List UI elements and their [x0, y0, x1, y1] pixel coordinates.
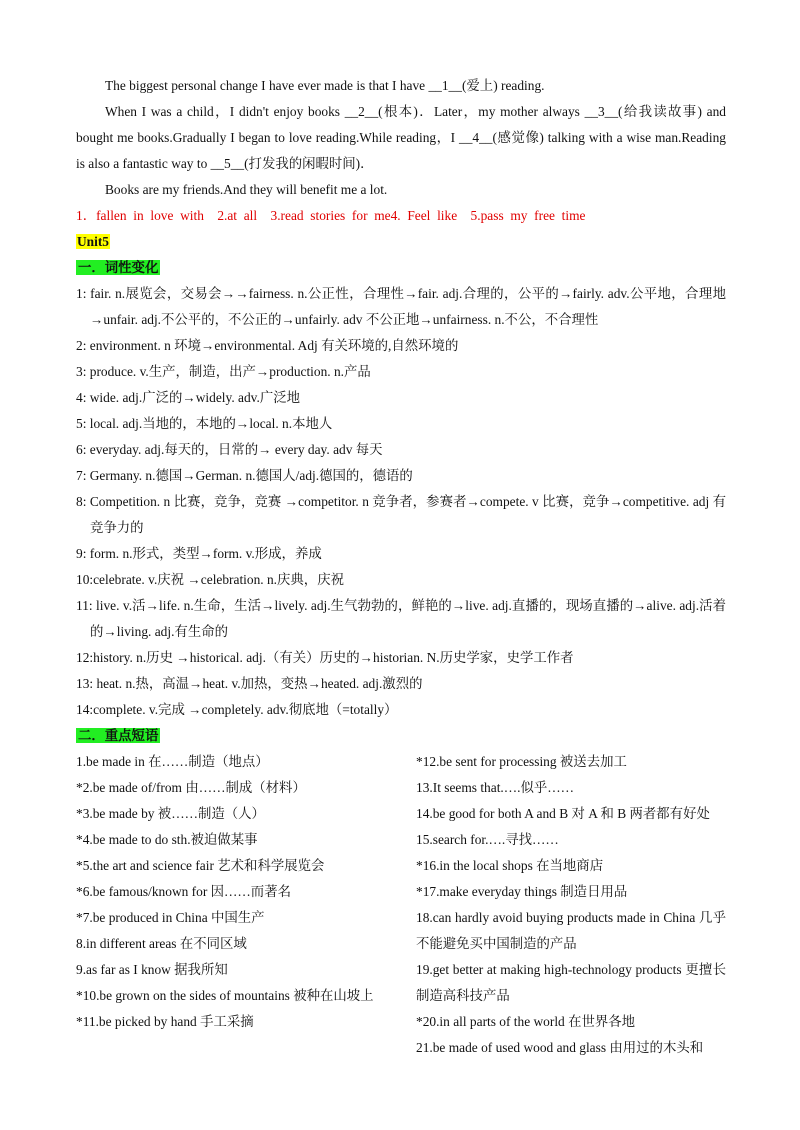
phrase-item: *17.make everyday things 制造日用品: [416, 884, 628, 899]
word-form-item: 9: form. n.形式，类型→form. v.形成，养成: [76, 546, 322, 561]
word-form-item: 6: everyday. adj.每天的，日常的→ every day. adv 每天: [76, 442, 383, 457]
word-form-item: 3: produce. v.生产，制造，出产→production. n.产品: [76, 364, 371, 379]
passage-paragraph-1: The biggest personal change I have ever made is that I have __1__(爱上) reading.: [105, 78, 545, 93]
section-2-heading: [76, 723, 726, 749]
phrase-column-left: [76, 749, 394, 1061]
phrase-item: 15.search for.….寻找……: [416, 832, 559, 847]
phrase-item: 19.get better at making high-technology products 更擅长制造高科技产品: [416, 962, 726, 1003]
unit-title: Unit5: [77, 234, 109, 249]
phrase-item: *5.the art and science fair 艺术和科学展览会: [76, 858, 325, 873]
passage-paragraph-3: Books are my friends.And they will benefit me a lot.: [105, 182, 388, 197]
phrase-item: 13.It seems that.….似乎……: [416, 780, 575, 795]
phrase-item: *3.be made by 被……制造（人）: [76, 806, 265, 821]
word-form-item: 2: environment. n 环境→environmental. Adj 有关环境的,自然环境的: [76, 338, 459, 353]
phrase-item: *12.be sent for processing 被送去加工: [416, 754, 627, 769]
answer-key: 1．fallen in love with 2.at all 3.read stories for me4. Feel like 5.pass my free time: [76, 208, 586, 223]
section-1-heading: [76, 255, 726, 281]
phrase-item: 14.be good for both A and B 对 A 和 B 两者都有好处: [416, 806, 710, 821]
word-form-item: 11: live. v.活→life. n.生命，生活→lively. adj.生气勃勃的，鲜艳的→live. adj.直播的，现场直播的→alive. adj.活着的→living. adj.有生命的: [76, 598, 726, 639]
phrase-columns: [76, 749, 726, 1061]
phrase-column-right: [416, 749, 726, 1061]
word-form-item: 13: heat. n.热，高温→heat. v.加热，变热→heated. adj.激烈的: [76, 676, 423, 691]
word-form-item: 10:celebrate. v.庆祝 →celebration. n.庆典，庆祝: [76, 572, 344, 587]
word-form-item: 14:complete. v.完成 →completely. adv.彻底地（=totally）: [76, 702, 398, 717]
passage-paragraph-2: When I was a child，I didn't enjoy books __2__(根本)．Later，my mother always __3__(给我读故事) and bought me books.Gradually I began to love reading.While reading，I __4__(感觉像) talking with a wise man.Reading is also a fantastic way to __5__(打发我的闲暇时间)．: [76, 104, 726, 171]
phrase-item: *11.be picked by hand 手工采摘: [76, 1014, 254, 1029]
unit-heading: [76, 229, 726, 255]
word-form-item: 7: Germany. n.德国→German. n.德国人/adj.德国的，德语的: [76, 468, 413, 483]
word-form-item: 8: Competition. n 比赛，竞争，竞赛 →competitor. n 竞争者，参赛者→compete. v 比赛，竞争→competitive. adj 有竞争力的: [76, 494, 726, 535]
document-body: [76, 73, 726, 1061]
phrase-item: *10.be grown on the sides of mountains 被种在山坡上: [76, 988, 374, 1003]
word-form-item: 12:history. n.历史 →historical. adj.（有关）历史的→historian. N.历史学家，史学工作者: [76, 650, 574, 665]
section-1-title: 一．词性变化: [78, 260, 159, 275]
phrase-item: 1.be made in 在……制造（地点）: [76, 754, 269, 769]
phrase-item: *16.in the local shops 在当地商店: [416, 858, 604, 873]
phrase-item: *2.be made of/from 由……制成（材料）: [76, 780, 306, 795]
section-2-title: 二．重点短语: [78, 728, 159, 743]
phrase-item: *20.in all parts of the world 在世界各地: [416, 1014, 636, 1029]
word-form-list: [76, 281, 726, 723]
word-form-item: 1: fair. n.展览会，交易会→→fairness. n.公正性，合理性→fair. adj.合理的，公平的→fairly. adv.公平地，合理地→unfair. adj.不公平的，不公正的→unfairly. adv 不公正地→unfairness. n.不公，不合理性: [76, 286, 726, 327]
word-form-item: 5: local. adj.当地的，本地的→local. n.本地人: [76, 416, 333, 431]
word-form-item: 4: wide. adj.广泛的→widely. adv.广泛地: [76, 390, 301, 405]
phrase-item: *4.be made to do sth.被迫做某事: [76, 832, 258, 847]
phrase-item: *6.be famous/known for 因……而著名: [76, 884, 291, 899]
phrase-item: *7.be produced in China 中国生产: [76, 910, 265, 925]
phrase-item: 18.can hardly avoid buying products made in China 几乎不能避免买中国制造的产品: [416, 910, 726, 951]
phrase-item: 8.in different areas 在不同区域: [76, 936, 247, 951]
phrase-item: 21.be made of used wood and glass 由用过的木头和: [416, 1040, 704, 1055]
phrase-item: 9.as far as I know 据我所知: [76, 962, 228, 977]
